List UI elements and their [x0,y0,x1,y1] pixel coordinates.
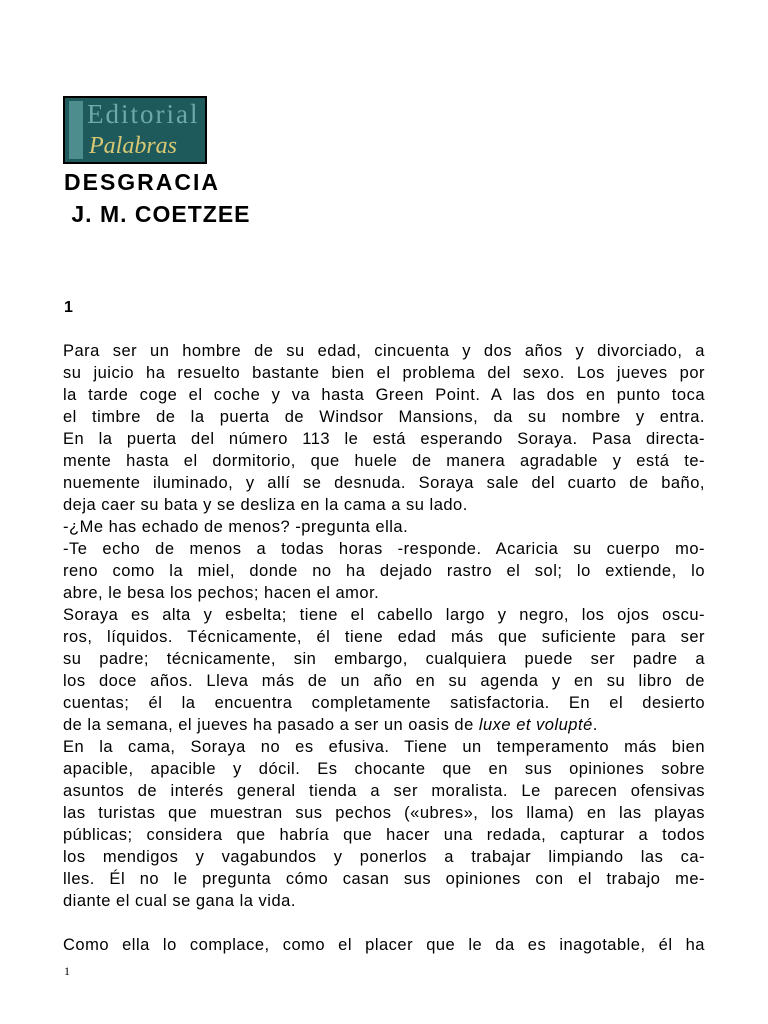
text-line: los doce años. Lleva más de un año en su agenda y en su libro de [63,672,705,690]
text-line: nuemente iluminado, y allí se desnuda. Soraya sale del cuarto de baño, [63,474,705,492]
text-line: Soraya es alta y esbelta; tiene el cabello largo y negro, los ojos oscu- [63,606,705,624]
text-line: -¿Me has echado de menos? -pregunta ella. [63,518,409,536]
text-line: ros, líquidos. Técnicamente, él tiene edad más que suficiente para ser [63,628,705,646]
text-line: el timbre de la puerta de Windsor Mansions, da su nombre y entra. [63,408,705,426]
text-line: diante el cual se gana la vida. [63,892,296,910]
text-line: su padre; técnicamente, sin embargo, cualquiera puede ser padre a [63,650,705,668]
text-line: deja caer su bata y se desliza en la cama a su lado. [63,496,468,514]
text-line: cuentas; él la encuentra completamente satisfactoria. En el desierto [63,694,705,712]
text-line: mente hasta el dormitorio, que huele de manera agradable y está te- [63,452,705,470]
text-line: asuntos de interés general tienda a ser moralista. Le parecen ofensivas [63,782,705,800]
logo-bar [69,101,83,159]
text-line: lles. Él no le pregunta cómo casan sus opiniones con el trabajo me- [63,870,705,888]
text-line: -Te echo de menos a todas horas -responde. Acaricia su cuerpo mo- [63,540,705,558]
text-line: las turistas que muestran sus pechos («ubres», los llama) en las playas [63,804,705,822]
text-line: públicas; considera que habría que hacer una redada, capturar a todos [63,826,705,844]
text-line: En la cama, Soraya no es efusiva. Tiene un temperamento más bien [63,738,705,756]
logo-text-palabras: Palabras [89,133,178,159]
text-line: abre, le besa los pechos; hacen el amor. [63,584,380,602]
text-line: Como ella lo complace, como el placer que le da es inagotable, él ha [63,936,705,954]
book-title: DESGRACIA [64,169,221,195]
text-line: los mendigos y vagabundos y ponerlos a trabajar limpiando las ca- [63,848,705,866]
text-line: Para ser un hombre de su edad, cincuenta y dos años y divorciado, a [63,342,705,360]
text-line: reno como la miel, donde no ha dejado rastro el sol; lo extiende, lo [63,562,705,580]
text-line: la tarde coge el coche y va hasta Green Point. A las dos en punto toca [63,386,705,404]
book-author: J. M. COETZEE [64,201,251,227]
text-line: de la semana, el jueves ha pasado a ser un oasis de luxe et volupté. [63,716,598,734]
text-line: su juicio ha resuelto bastante bien el problema del sexo. Los jueves por [63,364,705,382]
chapter-number: 1 [64,299,73,316]
body-text [63,340,705,956]
text-line: En la puerta del número 113 le está esperando Soraya. Pasa directa- [63,430,705,448]
logo-text-editorial: Editorial [87,99,200,129]
italic-phrase: luxe et volupté [478,716,593,734]
text-line: apacible, apacible y dócil. Es chocante que en sus opiniones sobre [63,760,705,778]
publisher-logo [63,96,207,164]
page-number: 1 [64,964,70,978]
